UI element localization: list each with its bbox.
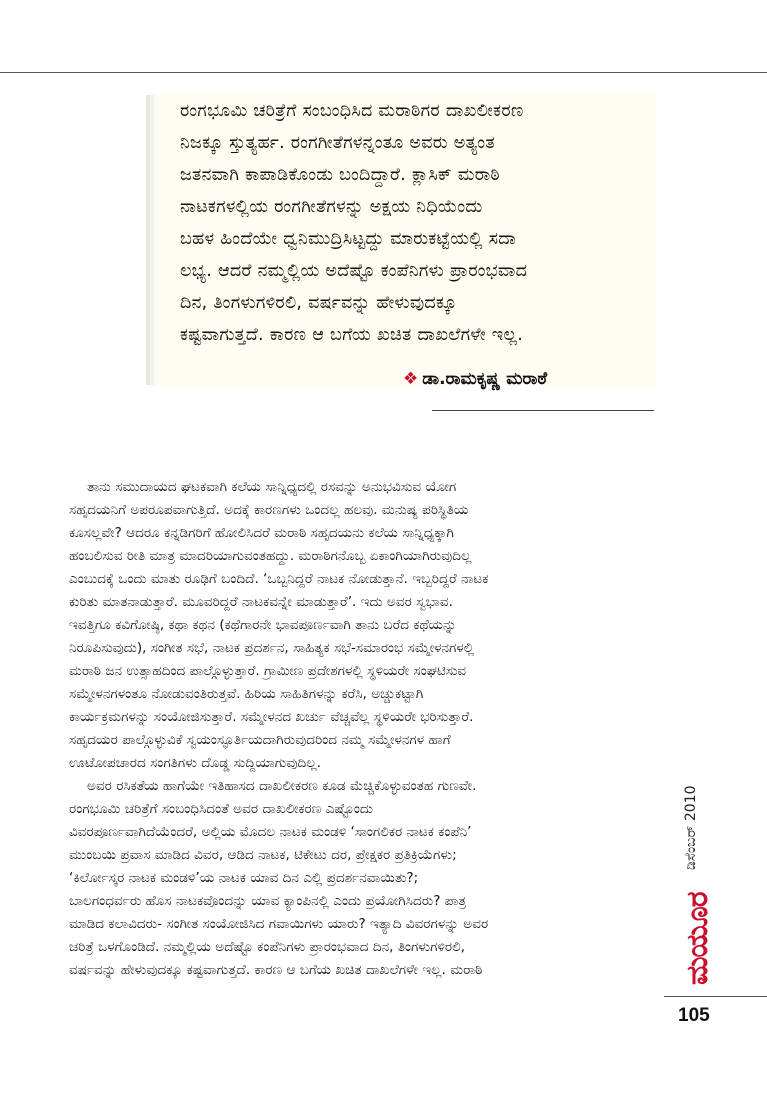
body-line: ಅವರ ರಸಿಕತೆಯ ಹಾಗೆಯೇ ಇತಿಹಾಸದ ದಾಖಲೀಕರಣ ಕೂಡ ಮೆಚ್ಚಿಕೊಳ್ಳುವಂತಹ ಗುಣವೇ. (87, 778, 477, 794)
pull-quote-line: ಬಹಳ ಹಿಂದೆಯೇ ಧ್ವನಿಮುದ್ರಿಸಿಟ್ಟದ್ದು ಮಾರುಕಟ್ಟೆಯಲ್ಲಿ ಸದಾ (180, 229, 517, 249)
body-line: ವಿವರಪೂರ್ಣವಾಗಿದೆಯೆಂದರೆ, ಅಲ್ಲಿಯ ಮೊದಲ ನಾಟಕ ಮಂಡಳಿ ‘ಸಾಂಗಲಿಕರ ನಾಟಕ ಕಂಪೆನಿ’ (69, 824, 472, 840)
body-line: ತಾನು ಸಮುದಾಯದ ಘಟಕವಾಗಿ ಕಲೆಯ ಸಾನ್ನಿಧ್ಯದಲ್ಲಿ ರಸವನ್ನು ಅನುಭವಿಸುವ ಯೋಗ (87, 479, 457, 495)
pull-quote-line: ರಂಗಭೂಮಿ ಚರಿತ್ರೆಗೆ ಸಂಬಂಧಿಸಿದ ಮರಾಠಿಗರ ದಾಖಲೀಕರಣ (180, 101, 524, 121)
body-line: ಕಾರ್ಯಕ್ರಮಗಳನ್ನು ಸಂಯೋಜಿಸುತ್ತಾರೆ. ಸಮ್ಮೇಳನದ ಖರ್ಚು ವೆಚ್ಚವೆಲ್ಲ ಸ್ಥಳಿಯರೇ ಭರಿಸುತ್ತಾರೆ. (69, 709, 474, 725)
quote-author-name: ಡಾ.ರಾಮಕೃಷ್ಣ ಮರಾಠೆ (422, 369, 548, 389)
issue-date: ಡಿಸೆಂಬರ್ 2010 (683, 785, 699, 870)
magazine-logo: ಮಯೂರ (680, 892, 715, 985)
body-line: ಬಾಲಗಂಧರ್ವರು ಹೊಸ ನಾಟಕವೊಂದನ್ನು ಯಾವ ಕ್ಯಾಂಪಿನಲ್ಲಿ ಎಂದು ಪ್ರಯೋಗಿಸಿದರು? ಪಾತ್ರ (69, 893, 467, 909)
page-number: 105 (678, 1005, 710, 1026)
body-line: ಇವತ್ತಿಗೂ ಕವಿಗೋಷ್ಠಿ, ಕಥಾ ಕಥನ (ಕಥೆಗಾರನೇ ಭಾವಪೂರ್ಣವಾಗಿ ತಾನು ಬರೆದ ಕಥೆಯನ್ನು (69, 617, 457, 633)
body-line: ಎಂಬುದಕ್ಕೆ ಒಂದು ಮಾತು ರೂಢಿಗೆ ಬಂದಿದೆ. ‘ಒಬ್ಬನಿದ್ದರೆ ನಾಟಕ ನೋಡುತ್ತಾನೆ. ಇಬ್ಬರಿದ್ದರೆ ನಾಟಕ (69, 571, 489, 587)
body-line: ಕುರಿತು ಮಾತನಾಡುತ್ತಾರೆ. ಮೂವರಿದ್ದರೆ ನಾಟಕವನ್ನೇ ಮಾಡುತ್ತಾರೆ’. ಇದು ಅವರ ಸ್ವಭಾವ. (69, 594, 453, 610)
body-line: ನಿರೂಪಿಸುವುದು), ಸಂಗೀತ ಸಭೆ, ನಾಟಕ ಪ್ರದರ್ಶನ, ಸಾಹಿತ್ಯಕ ಸಭೆ-ಸಮಾರಂಭ ಸಮ್ಮೇಳನಗಳಲ್ಲಿ (69, 640, 475, 656)
body-line: ವರ್ಷವನ್ನು ಹೇಳುವುದಕ್ಕೂ ಕಷ್ಟವಾಗುತ್ತದೆ. ಕಾರಣ ಆ ಬಗೆಯ ಖಚಿತ ದಾಖಲೆಗಳೇ ಇಲ್ಲ. ಮರಾಠಿ (69, 962, 483, 978)
pull-quote-line: ಲಭ್ಯ. ಆದರೆ ನಮ್ಮಲ್ಲಿಯ ಅದೆಷ್ಟೊ ಕಂಪೆನಿಗಳು ಪ್ರಾರಂಭವಾದ (180, 261, 528, 281)
body-line: ಮಾಡಿದ ಕಲಾವಿದರು- ಸಂಗೀತ ಸಂಯೋಜಿಸಿದ ಗವಾಯಿಗಳು ಯಾರು? ಇತ್ಯಾದಿ ವಿವರಗಳನ್ನು ಅವರ (69, 916, 489, 932)
body-line: ಹಂಬಲಿಸುವ ರೀತಿ ಮಾತ್ರ ಮಾದರಿಯಾಗುವಂತಹದ್ದು. ಮರಾಠಿಗನೊಬ್ಬ ಏಕಾಂಗಿಯಾಗಿರುವುದಿಲ್ಲ (69, 548, 472, 564)
header-rule (0, 72, 767, 73)
body-line: ‘ಕಿರ್ಲೋಸ್ಕರ ನಾಟಕ ಮಂಡಳಿ’ಯ ನಾಟಕ ಯಾವ ದಿನ ಎಲ್ಲಿ ಪ್ರದರ್ಶನವಾಯಿತು?; (69, 870, 419, 886)
pull-quote-box (146, 95, 656, 385)
quote-author (403, 369, 547, 389)
body-line: ರಂಗಭೂಮಿ ಚರಿತ್ರೆಗೆ ಸಂಬಂಧಿಸಿದಂತೆ ಅವರ ದಾಖಲೀಕರಣ ಎಷ್ಟೊಂದು (69, 801, 373, 817)
body-line: ಸಹೃದಯರ ಪಾಲ್ಗೊಳ್ಳುವಿಕೆ ಸ್ವಯಂಸ್ಫೂರ್ತಿಯದಾಗಿರುವುದರಿಂದ ನಮ್ಮ ಸಮ್ಮೇಳನಗಳ ಹಾಗೆ (69, 732, 451, 748)
pull-quote-line: ದಿನ, ತಿಂಗಳುಗಳಿರಲಿ, ವರ್ಷವನ್ನು ಹೇಳುವುದಕ್ಕೂ (180, 293, 458, 313)
body-line: ಕೂಸಲ್ಲವೇ? ಆದರೂ ಕನ್ನಡಿಗರಿಗೆ ಹೋಲಿಸಿದರೆ ಮರಾಠಿ ಸಹೃದಯನು ಕಲೆಯ ಸಾನ್ನಿಧ್ಯಕ್ಕಾಗಿ (69, 525, 454, 541)
body-line: ಸಮ್ಮೇಳನಗಳಂತೂ ನೋಡುವಂತಿರುತ್ತವೆ. ಹಿರಿಯ ಸಾಹಿತಿಗಳನ್ನು ಕರೆಸಿ, ಅಚ್ಚುಕಟ್ಟಾಗಿ (69, 686, 424, 702)
pull-quote-line: ಕಷ್ಟವಾಗುತ್ತದೆ. ಕಾರಣ ಆ ಬಗೆಯ ಖಚಿತ ದಾಖಲೆಗಳೇ ಇಲ್ಲ. (180, 325, 524, 345)
pull-quote-line: ಜತನವಾಗಿ ಕಾಪಾಡಿಕೊಂಡು ಬಂದಿದ್ದಾರೆ. ಕ್ಲಾಸಿಕ್ ಮರಾಠಿ (180, 165, 500, 185)
body-line: ಸಹೃದಯನಿಗೆ ಅಪರೂಪವಾಗುತ್ತಿದೆ. ಅದಕ್ಕೆ ಕಾರಣಗಳು ಒಂದಲ್ಲ ಹಲವು. ಮನುಷ್ಯ ಪರಿಸ್ಥಿತಿಯ (69, 502, 469, 518)
body-line: ಮರಾಠಿ ಜನ ಉತ್ಸಾಹದಿಂದ ಪಾಲ್ಗೊಳ್ಳುತ್ತಾರೆ. ಗ್ರಾಮೀಣ ಪ್ರದೇಶಗಳಲ್ಲಿ ಸ್ಥಳಿಯರೇ ಸಂಘಟಿಸುವ (69, 663, 467, 679)
footer-rule (664, 996, 767, 997)
body-line: ಚರಿತ್ರೆ ಒಳಗೊಂಡಿದೆ. ನಮ್ಮಲ್ಲಿಯ ಅದೆಷ್ಟೊ ಕಂಪೆನಿಗಳು ಪ್ರಾರಂಭವಾದ ದಿನ, ತಿಂಗಳುಗಳಿರಲಿ, (69, 939, 466, 955)
pull-quote-line: ನಾಟಕಗಳಲ್ಲಿಯ ರಂಗಗೀತೆಗಳನ್ನು ಅಕ್ಷಯ ನಿಧಿಯೆಂದು (180, 197, 483, 217)
body-line: ಊಟೋಪಚಾರದ ಸಂಗತಿಗಳು ದೊಡ್ಡ ಸುದ್ದಿಯಾಗುವುದಿಲ್ಲ. (69, 755, 321, 771)
author-underline (432, 410, 654, 411)
body-line: ಮುಂಬಯಿ ಪ್ರವಾಸ ಮಾಡಿದ ವಿವರ, ಆಡಿದ ನಾಟಕ, ಟಿಕೇಟು ದರ, ಪ್ರೇಕ್ಷಕರ ಪ್ರತಿಕ್ರಿಯೆಗಳು; (69, 847, 457, 863)
pull-quote-line: ನಿಜಕ್ಕೂ ಸ್ತುತ್ಯರ್ಹ. ರಂಗಗೀತೆಗಳನ್ನಂತೂ ಅವರು ಅತ್ಯಂತ (180, 133, 495, 153)
diamond-bullet-icon: ❖ (403, 369, 419, 389)
